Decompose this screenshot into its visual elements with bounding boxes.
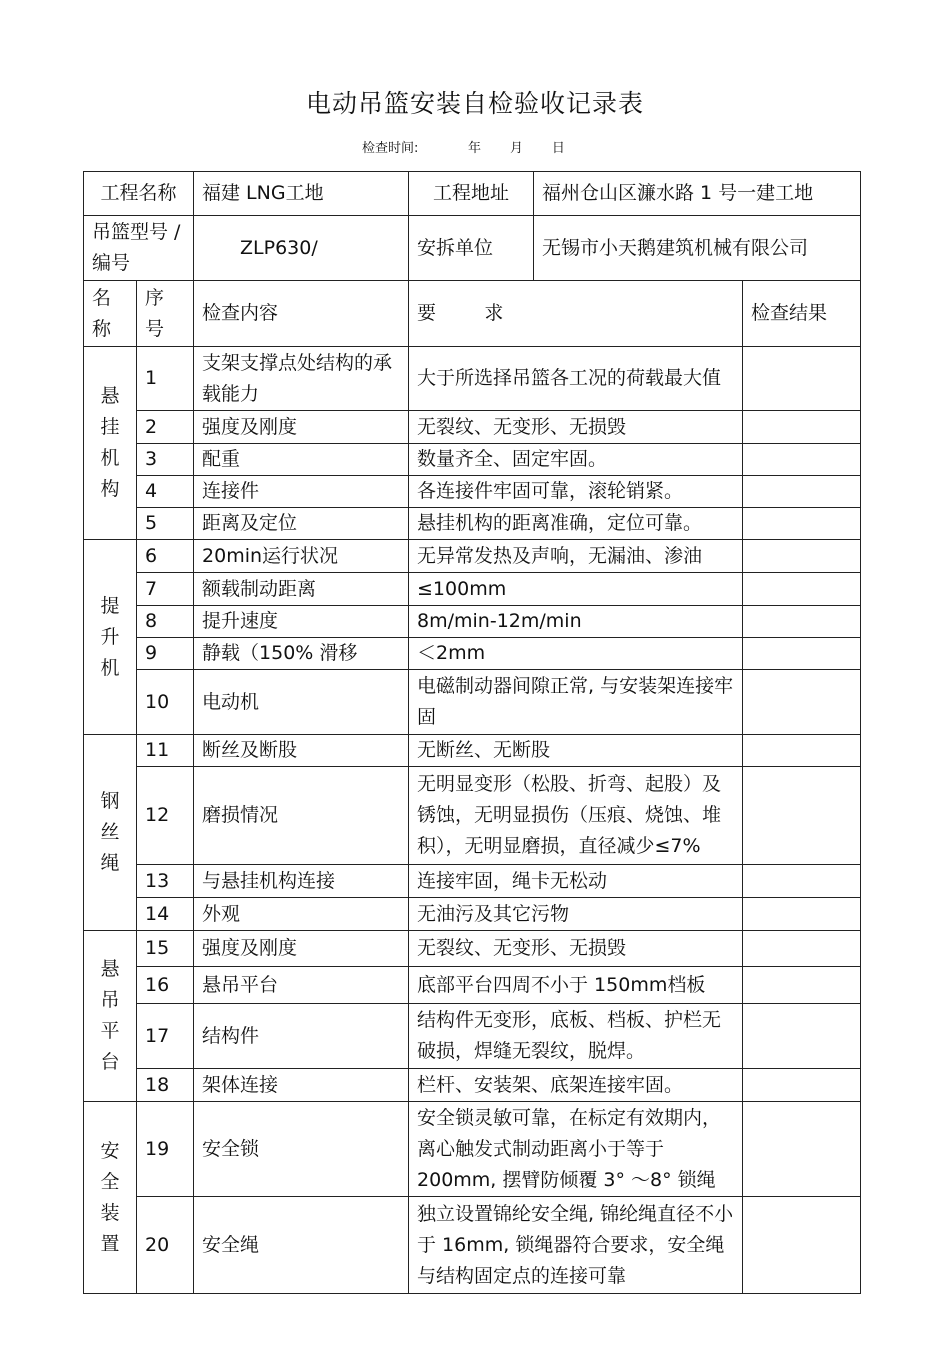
row-no: 4 [137, 476, 194, 508]
row-result[interactable] [743, 865, 861, 898]
row-no: 5 [137, 508, 194, 540]
header-name: 名 称 [84, 281, 137, 347]
row-item: 结构件 [194, 1004, 409, 1069]
table-row [84, 573, 861, 606]
check-time-day: 日 [551, 141, 565, 156]
row-no: 11 [137, 735, 194, 767]
row-requirement: 无明显变形（松股、折弯、起股）及锈蚀，无明显损伤（压痕、烧蚀、堆积），无明显磨损，直径减少≤7% [409, 767, 743, 865]
row-requirement: ＜2mm [409, 638, 743, 670]
row-item: 强度及刚度 [194, 411, 409, 444]
row-requirement: 独立设置锦纶安全绳, 锦纶绳直径不小于 16mm, 锁绳器符合要求，安全绳与结构固定点的连接可靠 [409, 1197, 743, 1294]
table-row [84, 1197, 861, 1294]
row-no: 18 [137, 1069, 194, 1102]
table-row [84, 931, 861, 967]
row-result[interactable] [743, 508, 861, 540]
row-item: 静载（150% 滑移 [194, 638, 409, 670]
table-row [84, 898, 861, 931]
row-item: 20min运行状况 [194, 540, 409, 573]
info-row-model [84, 216, 861, 281]
row-no: 9 [137, 638, 194, 670]
row-result[interactable] [743, 540, 861, 573]
row-result[interactable] [743, 898, 861, 931]
row-result[interactable] [743, 931, 861, 967]
group-name-wire-rope: 钢 丝 绳 [84, 735, 137, 931]
row-result[interactable] [743, 444, 861, 476]
row-item: 架体连接 [194, 1069, 409, 1102]
row-item: 安全锁 [194, 1102, 409, 1197]
row-no: 20 [137, 1197, 194, 1294]
row-requirement: 栏杆、安装架、底架连接牢固。 [409, 1069, 743, 1102]
row-result[interactable] [743, 347, 861, 411]
row-no: 15 [137, 931, 194, 967]
row-result[interactable] [743, 767, 861, 865]
table-row [84, 1004, 861, 1069]
group-name-suspension: 悬 挂 机 构 [84, 347, 137, 540]
row-no: 10 [137, 670, 194, 735]
table-row [84, 767, 861, 865]
project-name-label: 工程名称 [84, 172, 194, 216]
group-name-safety-device: 安 全 装 置 [84, 1102, 137, 1294]
installer-value: 无锡市小天鹅建筑机械有限公司 [534, 216, 861, 281]
row-result[interactable] [743, 1197, 861, 1294]
check-time-year: 年 [467, 141, 481, 156]
table-row [84, 606, 861, 638]
row-no: 17 [137, 1004, 194, 1069]
row-no: 6 [137, 540, 194, 573]
row-result[interactable] [743, 1102, 861, 1197]
table-row [84, 865, 861, 898]
inspection-table [83, 171, 861, 1294]
table-row [84, 1069, 861, 1102]
row-no: 1 [137, 347, 194, 411]
row-requirement: 悬挂机构的距离准确，定位可靠。 [409, 508, 743, 540]
row-no: 3 [137, 444, 194, 476]
row-result[interactable] [743, 735, 861, 767]
row-item: 支架支撑点处结构的承载能力 [194, 347, 409, 411]
table-row [84, 444, 861, 476]
header-result: 检查结果 [743, 281, 861, 347]
model-value: ZLP630/ [194, 216, 409, 281]
group-name-hoist: 提 升 机 [84, 540, 137, 735]
table-row [84, 735, 861, 767]
row-result[interactable] [743, 573, 861, 606]
row-item: 安全绳 [194, 1197, 409, 1294]
row-item: 断丝及断股 [194, 735, 409, 767]
row-requirement: 无油污及其它污物 [409, 898, 743, 931]
row-result[interactable] [743, 476, 861, 508]
row-no: 19 [137, 1102, 194, 1197]
row-item: 连接件 [194, 476, 409, 508]
row-item: 外观 [194, 898, 409, 931]
row-requirement: 无裂纹、无变形、无损毁 [409, 931, 743, 967]
row-result[interactable] [743, 1069, 861, 1102]
row-no: 12 [137, 767, 194, 865]
header-requirement: 要 求 [409, 281, 743, 347]
row-requirement: 大于所选择吊篮各工况的荷载最大值 [409, 347, 743, 411]
model-label: 吊篮型号 / 编号 [84, 216, 194, 281]
page-title: 电动吊篮安装自检验收记录表 [305, 89, 644, 118]
row-result[interactable] [743, 1004, 861, 1069]
table-row [84, 638, 861, 670]
row-item: 悬吊平台 [194, 967, 409, 1004]
row-item: 磨损情况 [194, 767, 409, 865]
row-no: 14 [137, 898, 194, 931]
row-result[interactable] [743, 670, 861, 735]
project-address-label: 工程地址 [409, 172, 534, 216]
table-row [84, 476, 861, 508]
check-time-line [362, 137, 565, 156]
row-requirement: ≤100mm [409, 573, 743, 606]
check-time-month: 月 [509, 141, 523, 156]
row-item: 强度及刚度 [194, 931, 409, 967]
row-requirement: 安全锁灵敏可靠，在标定有效期内，离心触发式制动距离小于等于 200mm, 摆臂防倾覆 3° ～8° 锁绳 [409, 1102, 743, 1197]
row-item: 额载制动距离 [194, 573, 409, 606]
row-no: 16 [137, 967, 194, 1004]
row-result[interactable] [743, 411, 861, 444]
table-row [84, 1102, 861, 1197]
row-requirement: 无断丝、无断股 [409, 735, 743, 767]
group-name-platform: 悬 吊 平 台 [84, 931, 137, 1102]
row-no: 7 [137, 573, 194, 606]
row-item: 与悬挂机构连接 [194, 865, 409, 898]
header-content: 检查内容 [194, 281, 409, 347]
table-row [84, 540, 861, 573]
row-no: 2 [137, 411, 194, 444]
row-requirement: 8m/min-12m/min [409, 606, 743, 638]
table-row [84, 670, 861, 735]
row-requirement: 无异常发热及声响，无漏油、渗油 [409, 540, 743, 573]
row-requirement: 结构件无变形，底板、档板、护栏无破损，焊缝无裂纹，脱焊。 [409, 1004, 743, 1069]
header-seq: 序 号 [137, 281, 194, 347]
row-item: 电动机 [194, 670, 409, 735]
project-address-value: 福州仓山区濂水路 1 号一建工地 [534, 172, 861, 216]
project-name-value: 福建 LNG工地 [194, 172, 409, 216]
row-requirement: 数量齐全、固定牢固。 [409, 444, 743, 476]
table-row [84, 508, 861, 540]
row-item: 距离及定位 [194, 508, 409, 540]
row-no: 13 [137, 865, 194, 898]
installer-label: 安拆单位 [409, 216, 534, 281]
row-result[interactable] [743, 967, 861, 1004]
row-result[interactable] [743, 606, 861, 638]
row-item: 配重 [194, 444, 409, 476]
table-row [84, 347, 861, 411]
check-time-label: 检查时间: [362, 141, 419, 156]
row-no: 8 [137, 606, 194, 638]
row-item: 提升速度 [194, 606, 409, 638]
table-row [84, 411, 861, 444]
row-requirement: 电磁制动器间隙正常, 与安装架连接牢固 [409, 670, 743, 735]
row-requirement: 连接牢固，绳卡无松动 [409, 865, 743, 898]
row-requirement: 底部平台四周不小于 150mm档板 [409, 967, 743, 1004]
info-row-project [84, 172, 861, 216]
row-requirement: 各连接件牢固可靠，滚轮销紧。 [409, 476, 743, 508]
row-result[interactable] [743, 638, 861, 670]
table-row [84, 967, 861, 1004]
header-row [84, 281, 861, 347]
row-requirement: 无裂纹、无变形、无损毁 [409, 411, 743, 444]
